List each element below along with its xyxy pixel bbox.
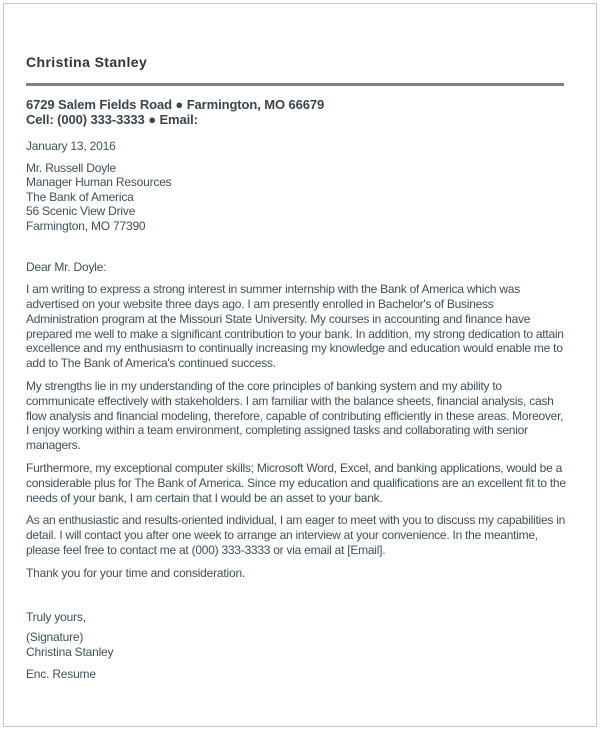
recipient-block [26,161,566,234]
signed-name: Christina Stanley [26,644,114,659]
recipient-street: 56 Scenic View Drive [26,204,136,219]
letter-date: January 13, 2016 [26,139,116,153]
signature-block [26,630,566,659]
body-paragraph-4: As an enthusiastic and results-oriented individual, I am eager to meet with you to discuss my capabilities in detail. I will contact you after one week to arrange an interview at your convenience. In the meantime, please feel free to contact me at (000) 333-3333 or via email at [Email]. [26,513,566,557]
letterhead-contact: Cell: (000) 333-3333 ● Email: [26,111,198,127]
closing-line: Truly yours, [26,609,86,624]
recipient-name: Mr. Russell Doyle [26,160,116,175]
recipient-title: Manager Human Resources [26,175,172,190]
enclosure-note: Enc. Resume [26,667,96,682]
thank-you-line: Thank you for your time and consideration. [26,565,246,580]
recipient-company: The Bank of America [26,189,134,204]
body-paragraph-2: My strengths lie in my understanding of the core principles of banking system and my ability to communicate effectively with stakeholders. I am familiar with the balance sheets, financial analysis, cash flow analysis and financial modeling, therefore, capable of contributing efficiently in these areas. Moreover, I enjoy working within a team environment, completing assigned tasks and collaborating with senior managers. [26,378,564,453]
salutation: Dear Mr. Doyle: [26,259,107,274]
body-paragraph-3: Furthermore, my exceptional computer skills; Microsoft Word, Excel, and banking applications, would be a considerable plus for The Bank of America. Since my education and qualifications are an excellent fit to the needs of your bank, I am certain that I would be an asset to your bank. [26,460,566,505]
letterhead-address: 6729 Salem Fields Road ● Farmington, MO 66679 [26,97,325,112]
letterhead-divider [26,83,564,86]
recipient-city: Farmington, MO 77390 [26,218,146,233]
letter-page [3,3,597,727]
signature-placeholder: (Signature) [26,630,84,645]
body-paragraph-1: I am writing to express a strong interest in summer internship with the Bank of America which was advertised on your website three days ago. I am presently enrolled in Bachelor's of Business Administration program at the Missouri State University. My courses in accounting and finance have prepared me well to make a significant contribution to your bank. In addition, my strong dedication to attain excellence and my enthusiasm to continually increasing my knowledge and education would enable me to add to The Bank of America's continued success. [26,282,564,371]
letterhead-name: Christina Stanley [26,54,148,70]
